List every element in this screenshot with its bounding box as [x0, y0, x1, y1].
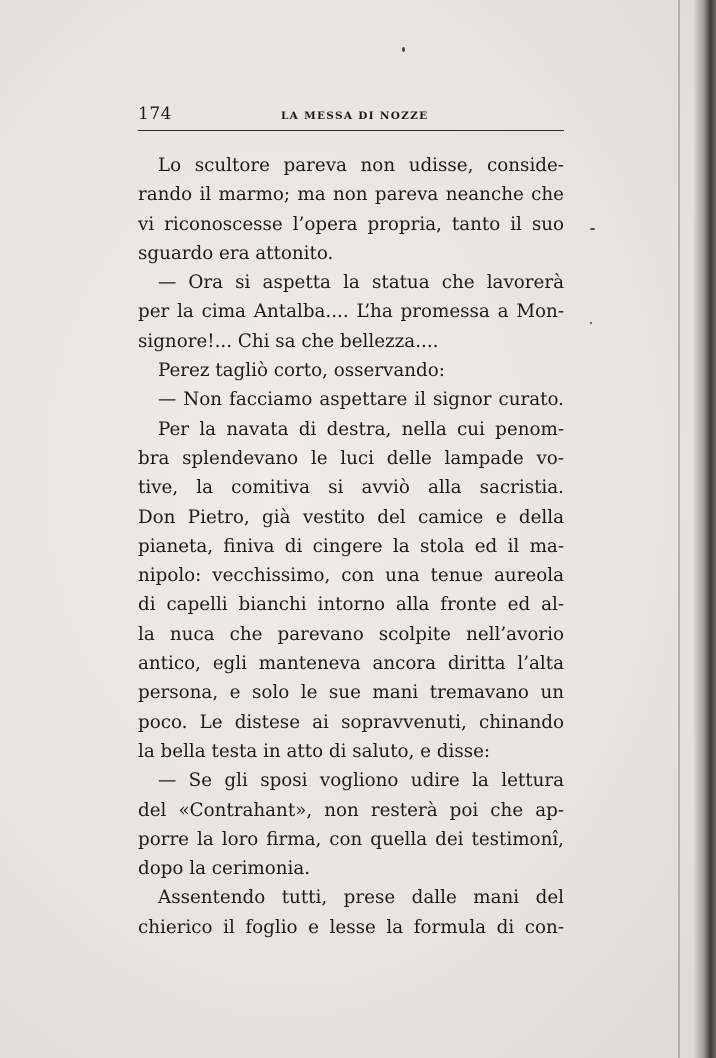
text-line: pianeta, finiva di cingere la stola ed il ma-	[138, 535, 564, 557]
text-line: sguardo era attonito.	[138, 242, 334, 264]
text-line: signore!... Chi sa che bellezza....	[138, 330, 439, 352]
text-line: persona, e solo le sue mani tremavano un	[138, 682, 564, 704]
page-number: 174	[138, 104, 172, 124]
header-rule	[138, 130, 564, 131]
text-line: — Se gli sposi vogliono udire la lettura	[158, 770, 564, 792]
text-line: — Ora si aspetta la statua che lavorerà	[158, 272, 564, 294]
text-line: vi riconoscesse l’opera propria, tanto il suo	[138, 213, 564, 235]
text-line: Assentendo tutti, prese dalle mani del	[158, 887, 564, 909]
page-fold-shadow	[678, 0, 680, 1058]
text-line: Don Pietro, già vestito del camice e della	[138, 506, 564, 528]
text-line: Per la navata di destra, nella cui penom-	[158, 418, 564, 440]
running-title: LA MESSA DI NOZZE	[281, 110, 429, 122]
text-line: bra splendevano le luci delle lampade vo-	[138, 447, 564, 469]
text-line: tive, la comitiva si avviò alla sacristia.	[138, 477, 564, 499]
text-line: antico, egli manteneva ancora diritta l’alta	[138, 653, 564, 675]
text-line: — Non facciamo aspettare il signor curato.	[158, 389, 564, 411]
ink-speck	[590, 322, 592, 324]
text-line: la bella testa in atto di saluto, e disse:	[138, 740, 491, 762]
text-line: di capelli bianchi intorno alla fronte ed al-	[138, 594, 564, 616]
text-line: chierico il foglio e lesse la formula di con-	[138, 916, 564, 938]
text-line: Lo scultore pareva non udisse, conside-	[158, 155, 564, 176]
text-line: porre la loro firma, con quella dei testimonî,	[138, 828, 564, 850]
text-line: rando il marmo; ma non pareva neanche che	[138, 184, 564, 206]
text-line: poco. Le distese ai sopravvenuti, chinando	[138, 711, 564, 733]
body-text	[138, 151, 564, 942]
text-line: per la cima Antalba.... L’ha promessa a Mon-	[138, 301, 564, 323]
text-line: nipolo: vecchissimo, con una tenue aureola	[138, 565, 564, 587]
text-line: Perez tagliò corto, osservando:	[158, 360, 445, 382]
text-line: dopo la cerimonia.	[138, 858, 311, 880]
text-line: la nuca che parevano scolpite nell’avorio	[138, 623, 564, 645]
ink-speck	[590, 228, 595, 230]
book-gutter-edge	[694, 0, 716, 1058]
ink-speck	[402, 47, 405, 52]
text-line: del «Contrahant», non resterà poi che ap-	[138, 799, 564, 821]
page-header	[138, 104, 564, 130]
